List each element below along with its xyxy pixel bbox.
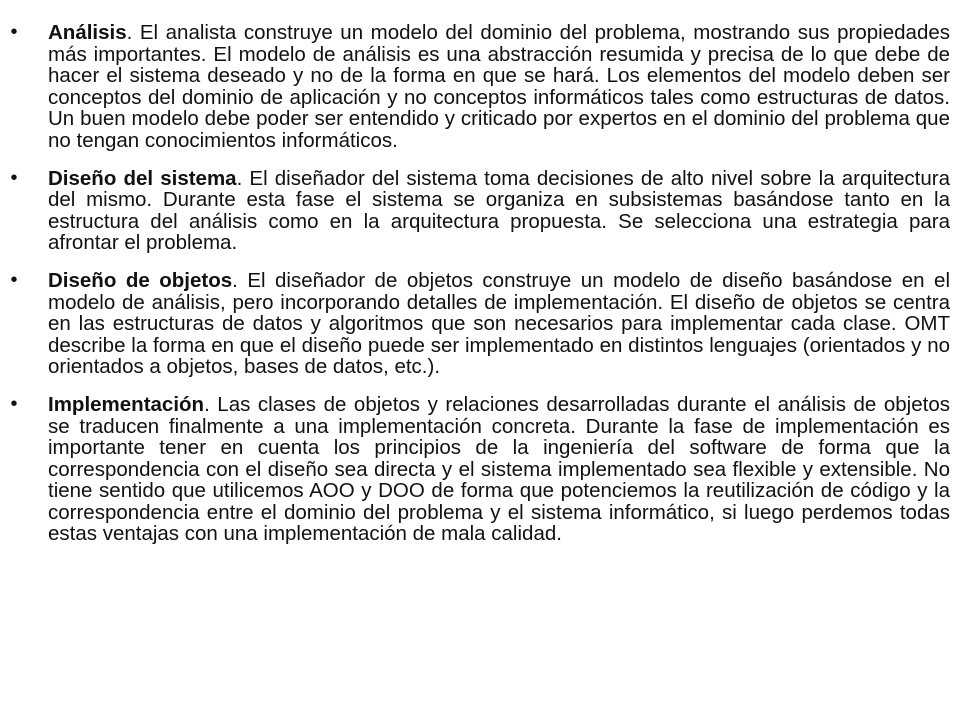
term-label: Análisis (48, 21, 127, 44)
term-label: Diseño del sistema (48, 166, 237, 190)
bullet-list (10, 21, 951, 546)
bullet-icon: • (10, 268, 18, 291)
bullet-icon: • (10, 21, 18, 43)
bullet-item-analisis (10, 21, 950, 152)
term-label: Diseño de objetos (48, 268, 233, 292)
term-description: . El analista construye un modelo del dominio del problema, mostrando sus propiedades más importantes. El modelo de análisis es una abstracción resumida y precisa de lo que debe de hacer el sistema deseado y no de la forma en que se hará. Los elementos del modelo deben ser conceptos del dominio de aplicación y no conceptos informáticos tales como estructuras de datos. Un buen modelo debe poder ser entendido y criticado por expertos en el dominio del problema que no tengan conocimientos informáticos. (48, 21, 950, 152)
term-description: . El diseñador del sistema toma decisiones de alto nivel sobre la arquitectura del mismo. Durante esta fase el sistema se organiza en subsistemas basándose tanto en la estructura del análisis como en la arquitectura propuesta. Se selecciona una estrategia para afrontar el problema. (48, 166, 950, 255)
bullet-item-implementacion (10, 392, 950, 546)
term-description: . Las clases de objetos y relaciones desarrolladas durante el análisis de objetos se traducen finalmente a una implementación concreta. Durante la fase de implementación es importante tener en cuenta los principios de la ingeniería del software de forma que la correspondencia con el diseño sea directa y el sistema implementado sea flexible y extensible. No tiene sentido que utilicemos AOO y DOO de forma que potenciemos la reutilización de código y la correspondencia entre el dominio del problema y el sistema informático, si luego perdemos todas estas ventajas con una implementación de mala calidad. (48, 392, 950, 546)
bullet-icon: • (10, 392, 18, 415)
term-description: . El diseñador de objetos construye un modelo de diseño basándose en el modelo de análisis, pero incorporando detalles de implementación. El diseño de objetos se centra en las estructuras de datos y algoritmos que son necesarios para implementar cada clase. OMT describe la forma en que el diseño puede ser implementado en distintos lenguajes (orientados y no orientados a objetos, bases de datos, etc.). (48, 268, 951, 379)
bullet-item-diseno-sistema (10, 166, 950, 255)
bullet-item-diseno-objetos (10, 268, 951, 379)
term-label: Implementación (48, 392, 205, 416)
bullet-icon: • (10, 166, 18, 189)
